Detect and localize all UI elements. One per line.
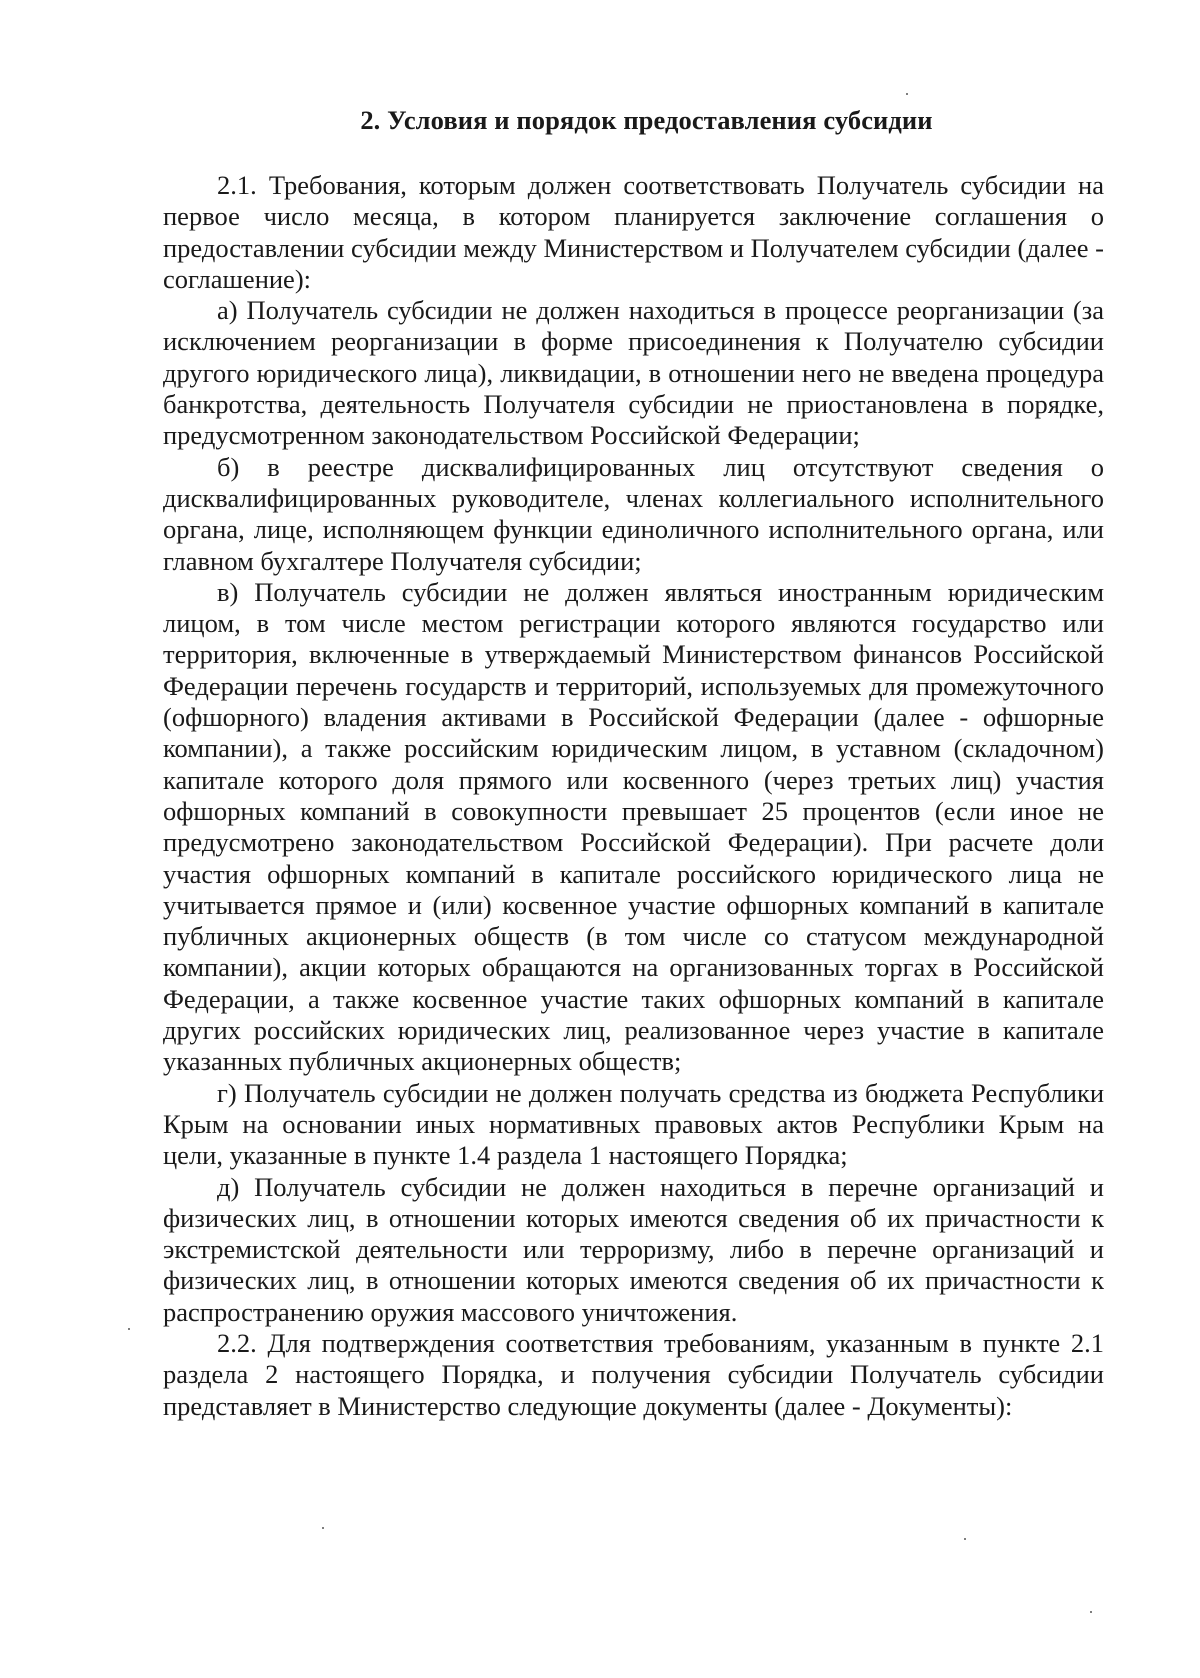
scan-speck [906, 93, 908, 95]
scan-speck [322, 1527, 324, 1529]
section-title: 2. Условия и порядок предоставления субсидии [360, 105, 933, 135]
paragraph-b: б) в реестре дисквалифицированных лиц отсутствуют сведения о дисквалифицированных руководителе, членах коллегиального исполнительного органа, лице, исполняющем функции единоличного исполнительного органа, или главном бухгалтере Получателя субсидии; [163, 451, 1104, 576]
scan-speck [128, 1328, 130, 1330]
paragraph-d: д) Получатель субсидии не должен находиться в перечне организаций и физических лиц, в отношении которых имеются сведения об их причастности к экстремистской деятельности или терроризму, либо в перечне организаций и физических лиц, в отношении которых имеются сведения об их причастности к распространению оружия массового уничтожения. [163, 1171, 1104, 1327]
paragraph-2-1: 2.1. Требования, которым должен соответствовать Получатель субсидии на первое число месяца, в котором планируется заключение соглашения о предоставлении субсидии между Министерством и Получателем субсидии (далее - соглашение): [163, 170, 1104, 294]
scan-speck [964, 1538, 966, 1540]
paragraph-2-2: 2.2. Для подтверждения соответствия требованиям, указанным в пункте 2.1 раздела 2 настоящего Порядка, и получения субсидии Получатель субсидии представляет в Министерство следующие документы (далее - Документы): [163, 1327, 1104, 1421]
paragraph-a: а) Получатель субсидии не должен находиться в процессе реорганизации (за исключением реорганизации в форме присоединения к Получателю субсидии другого юридического лица), ликвидации, в отношении него не введена процедура банкротства, деятельность Получателя субсидии не приостановлена в порядке, предусмотренном законодательством Российской Федерации; [163, 295, 1104, 451]
paragraph-g: г) Получатель субсидии не должен получать средства из бюджета Республики Крым на основании иных нормативных правовых актов Республики Крым на цели, указанные в пункте 1.4 раздела 1 настоящего Порядка; [163, 1077, 1104, 1171]
scan-speck [1090, 1611, 1092, 1613]
paragraph-v: в) Получатель субсидии не должен являться иностранным юридическим лицом, в том числе местом регистрации которого являются государство или территория, включенные в утверждаемый Министерством финансов Российской Федерации перечень государств и территорий, используемых для промежуточного (офшорного) владения активами в Российской Федерации (далее - офшорные компании), а также российским юридическим лицом, в уставном (складочном) капитале которого доля прямого или косвенного (через третьих лиц) участия офшорных компаний в совокупности превышает 25 процентов (если иное не предусмотрено законодательством Российской Федерации). При расчете доли участия офшорных компаний в капитале российского юридического лица не учитывается прямое и (или) косвенное участие офшорных компаний в капитале публичных акционерных обществ (в том числе со статусом международной компании), акции которых обращаются на организованных торгах в Российской Федерации, а также косвенное участие таких офшорных компаний в капитале других российских юридических лиц, реализованное через участие в капитале указанных публичных акционерных обществ; [163, 576, 1104, 1077]
